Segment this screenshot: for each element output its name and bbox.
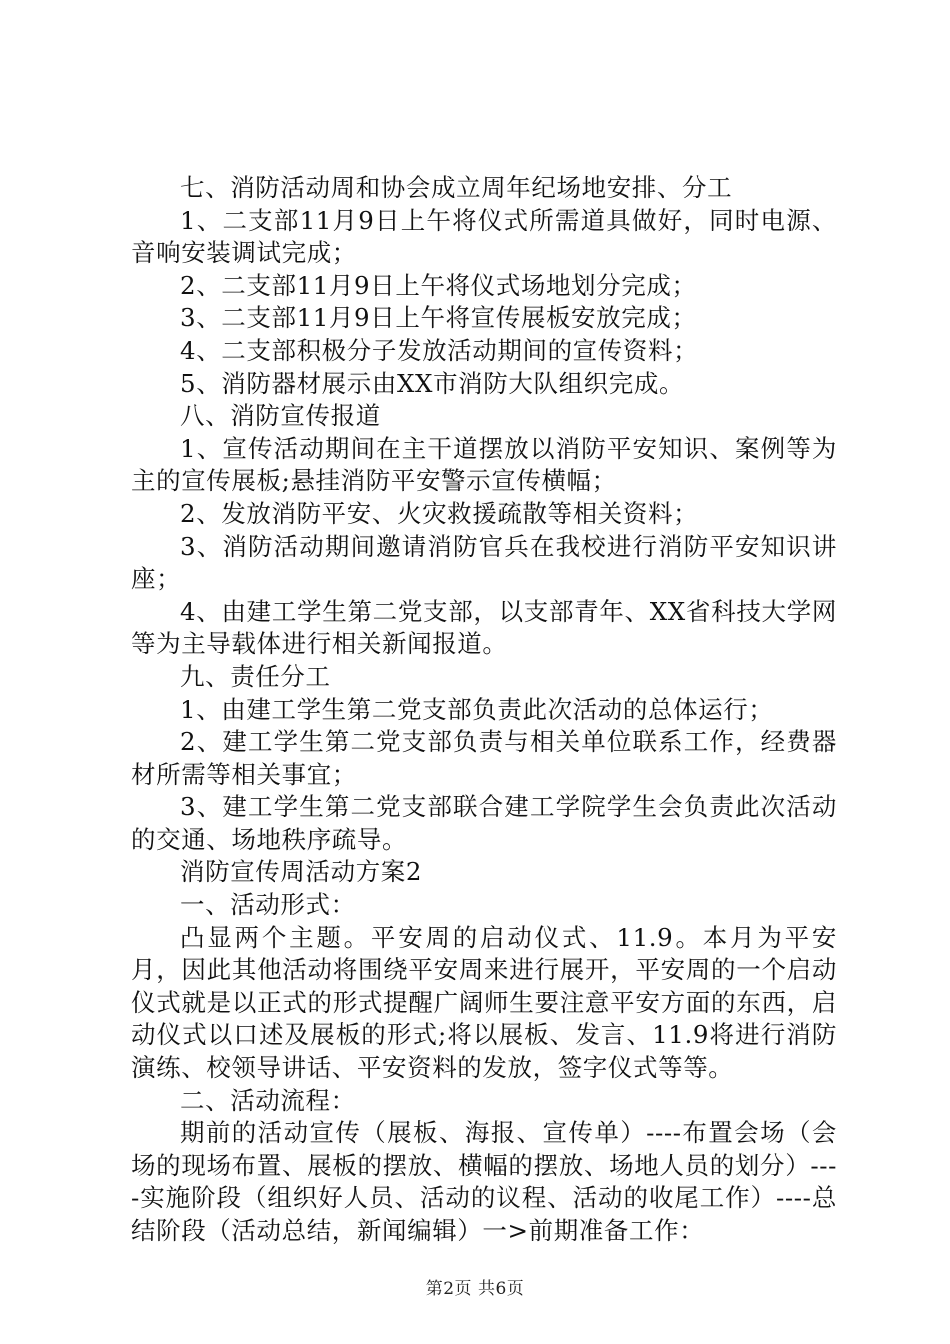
paragraph: 期前的活动宣传（展板、海报、宣传单）----布置会场（会场的现场布置、展板的摆放、横幅的摆放、场地人员的划分）----实施阶段（组织好人员、活动的议程、活动的收尾工作）----总结阶段（活动总结，新闻编辑）一>前期准备工作： xyxy=(131,1118,837,1245)
section-heading-1: 一、活动形式： xyxy=(180,890,356,920)
page-footer: 第2页 共6页 xyxy=(425,1279,525,1299)
section-heading-8: 八、消防宣传报道 xyxy=(180,401,381,431)
paragraph: 1、二支部11月9日上午将仪式所需道具做好，同时电源、音响安装调试完成； xyxy=(131,205,837,268)
paragraph: 4、二支部积极分子发放活动期间的宣传资料； xyxy=(180,335,699,365)
document-body xyxy=(131,172,837,1248)
paragraph: 2、二支部11月9日上午将仪式场地划分完成； xyxy=(180,270,697,300)
paragraph: 5、消防器材展示由XX市消防大队组织完成。 xyxy=(180,368,685,398)
paragraph: 1、由建工学生第二党支部负责此次活动的总体运行； xyxy=(180,694,774,724)
section-heading-7: 七、消防活动周和协会成立周年纪场地安排、分工 xyxy=(180,173,733,202)
paragraph: 3、建工学生第二党支部联合建工学院学生会负责此次活动的交通、场地秩序疏导。 xyxy=(131,792,837,854)
paragraph: 2、建工学生第二党支部负责与相关单位联系工作，经费器材所需等相关事宜； xyxy=(131,727,837,789)
plan-title: 消防宣传周活动方案2 xyxy=(180,857,423,887)
paragraph: 凸显两个主题。平安周的启动仪式、11.9。本月为平安月，因此其他活动将围绕平安周来进行展开，平安周的一个启动仪式就是以正式的形式提醒广阔师生要注意平安方面的东西，启动仪式以口述及展板的形式;将以展板、发言、11.9将进行消防演练、校领导讲话、平安资料的发放，签字仪式等等。 xyxy=(131,922,837,1083)
paragraph: 4、由建工学生第二党支部，以支部青年、XX省科技大学网等为主导载体进行相关新闻报道。 xyxy=(131,596,837,659)
paragraph: 1、宣传活动期间在主干道摆放以消防平安知识、案例等为主的宣传展板;悬挂消防平安警示宣传横幅； xyxy=(131,433,837,496)
paragraph: 3、二支部11月9日上午将宣传展板安放完成； xyxy=(180,303,697,333)
section-heading-9: 九、责任分工 xyxy=(180,661,331,691)
section-heading-2: 二、活动流程： xyxy=(180,1085,356,1115)
paragraph: 2、发放消防平安、火灾救援疏散等相关资料； xyxy=(180,498,699,528)
paragraph: 3、消防活动期间邀请消防官兵在我校进行消防平安知识讲座； xyxy=(131,531,837,594)
